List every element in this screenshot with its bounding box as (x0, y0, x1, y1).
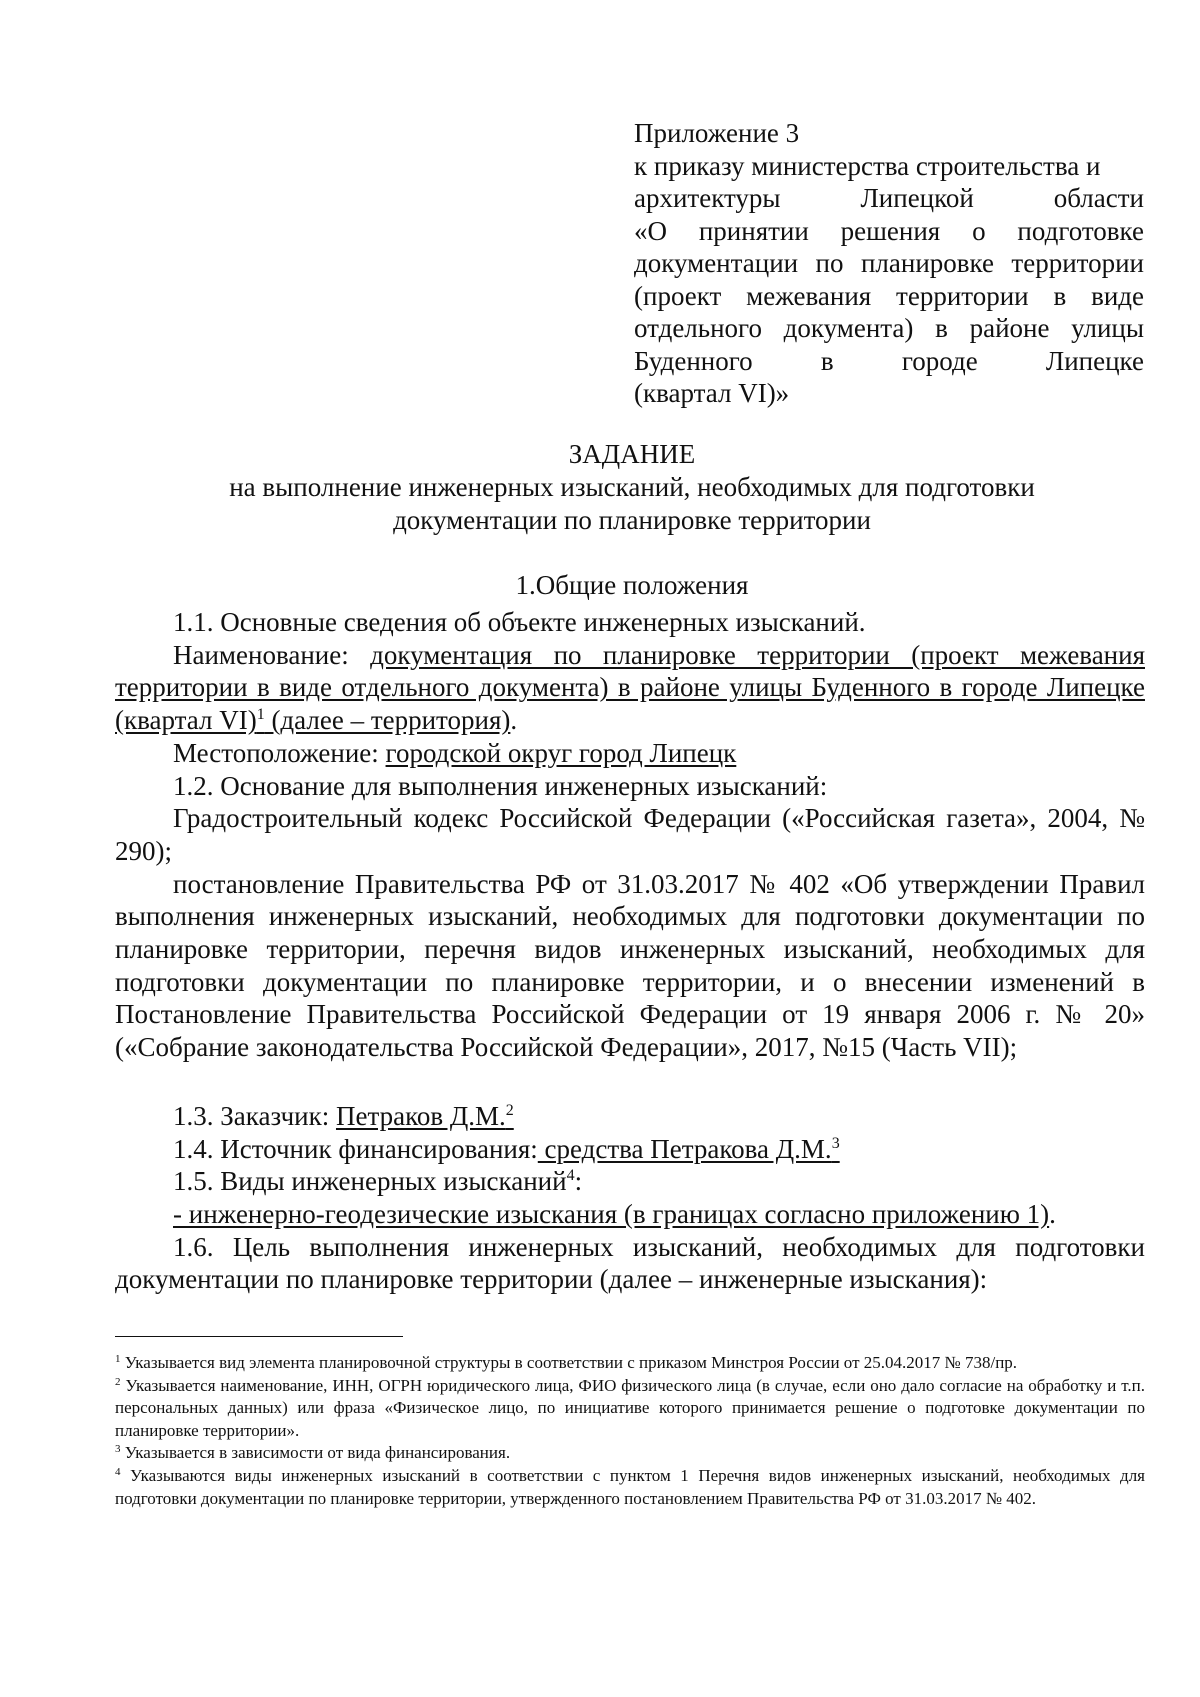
name-value: документация по планировке территории (проект межевания территории в виде отдельного документа) в районе улицы Буденного в городе Липецке (квартал VI)$^1$ (далее – территория) (115, 639, 1145, 736)
footnote: $^3$ Указывается в зависимости от вида финансирования. (115, 1443, 511, 1463)
paragraph-gap (115, 1064, 1145, 1100)
name-label: Наименование: (173, 639, 371, 670)
document-subtitle-line: на выполнение инженерных изысканий, необходимых для подготовки (229, 472, 1035, 502)
location-value: городской округ город Липецк (385, 737, 737, 768)
survey-type-item: - инженерно-геодезические изыскания (в границах согласно приложению 1). (173, 1198, 1056, 1229)
annex-line: к приказу министерства строительства и (634, 150, 1101, 181)
section-heading: 1.Общие положения (515, 570, 749, 600)
annex-line: отдельного документа) в районе улицы (634, 313, 1144, 343)
annex-line: Буденного в городе Липецке (634, 345, 1144, 376)
paragraph-name: Наименование: документация по планировке территории (проект межевания территории в виде отдельного документа) в районе улицы Буденного в городе Липецке (квартал VI)$^1$ (далее – территория). (115, 639, 1145, 736)
location-label: Местоположение: (173, 737, 386, 768)
paragraph-resolution: постановление Правительства РФ от 31.03.2017 № 402 «Об утверждении Правил выполнения инженерных изысканий, необходимых для подготовки документации по планировке территории, перечня видов инженерных изысканий, необходимых для подготовки документации по планировке территории, и о внесении изменений в Постановление Правительства Российской Федерации от 19 января 2006 г. № 20» («Собрание законодательства Российской Федерации», 2017, №15 (Часть VII); (115, 868, 1145, 1063)
footnotes (115, 1352, 1145, 1510)
paragraph-1-1: 1.1. Основные сведения об объекте инженерных изысканий. (173, 607, 866, 637)
paragraph-1-4: 1.4. Источник финансирования: средства Петракова Д.М.$^3$ (173, 1133, 840, 1164)
paragraph-1-2: 1.2. Основание для выполнения инженерных изысканий: (173, 770, 828, 801)
document-subtitle-line: документации по планировке территории (393, 505, 871, 535)
footnote: $^1$ Указывается вид элемента планировочной структуры в соответствии с приказом Минстроя России от 25.04.2017 № 738/пр. (115, 1353, 1018, 1372)
annex-line: архитектуры Липецкой области (634, 183, 1144, 213)
annex-line: документации по планировке территории (634, 248, 1144, 278)
annex-block (634, 117, 1144, 410)
annex-line: «О принятии решения о подготовке (634, 215, 1144, 246)
footnote-ref-3: 3 (831, 1134, 840, 1152)
footnote: $^4$ Указываются виды инженерных изысканий в соответствии с пунктом 1 Перечня видов инженерных изысканий, необходимых для подготовки документации по планировке территории, утвержденного постановлением Правительства РФ от 31.03.2017 № 402. (115, 1465, 1145, 1508)
paragraph-code: Градостроительный кодекс Российской Федерации («Российская газета», 2004, № 290); (115, 803, 1145, 866)
annex-line: (квартал VI)» (634, 378, 790, 408)
funding-value: средства Петракова Д.М.$^3$ (537, 1133, 840, 1164)
document-title: ЗАДАНИЕ (568, 439, 696, 469)
customer-value: Петраков Д.М.$^2$ (335, 1100, 514, 1131)
paragraph-location (115, 737, 1145, 770)
document-body (115, 606, 1145, 1296)
annex-line: (проект межевания территории в виде (634, 280, 1144, 311)
paragraph-1-3: 1.3. Заказчик: Петраков Д.М.$^2$ (173, 1100, 514, 1131)
footnote: $^2$ Указывается наименование, ИНН, ОГРН юридического лица, ФИО физического лица (в случае, если оно дало согласие на обработку и т.п. персональных данных) или фраза «Физическое лицо, по инициативе которого принимается решение о подготовке документации по планировке территории». (115, 1375, 1145, 1440)
footnote-separator (115, 1336, 403, 1337)
footnote-ref-1: 1 (256, 706, 265, 724)
annex-line: Приложение 3 (634, 118, 800, 148)
paragraph-1-5: 1.5. Виды инженерных изысканий$^4$: (173, 1166, 583, 1197)
paragraph-1-6: 1.6. Цель выполнения инженерных изысканий, необходимых для подготовки документации по планировке территории (далее – инженерные изыскания): (115, 1231, 1145, 1295)
footnote-ref-4: 4 (566, 1167, 575, 1185)
footnote-ref-2: 2 (505, 1101, 514, 1119)
